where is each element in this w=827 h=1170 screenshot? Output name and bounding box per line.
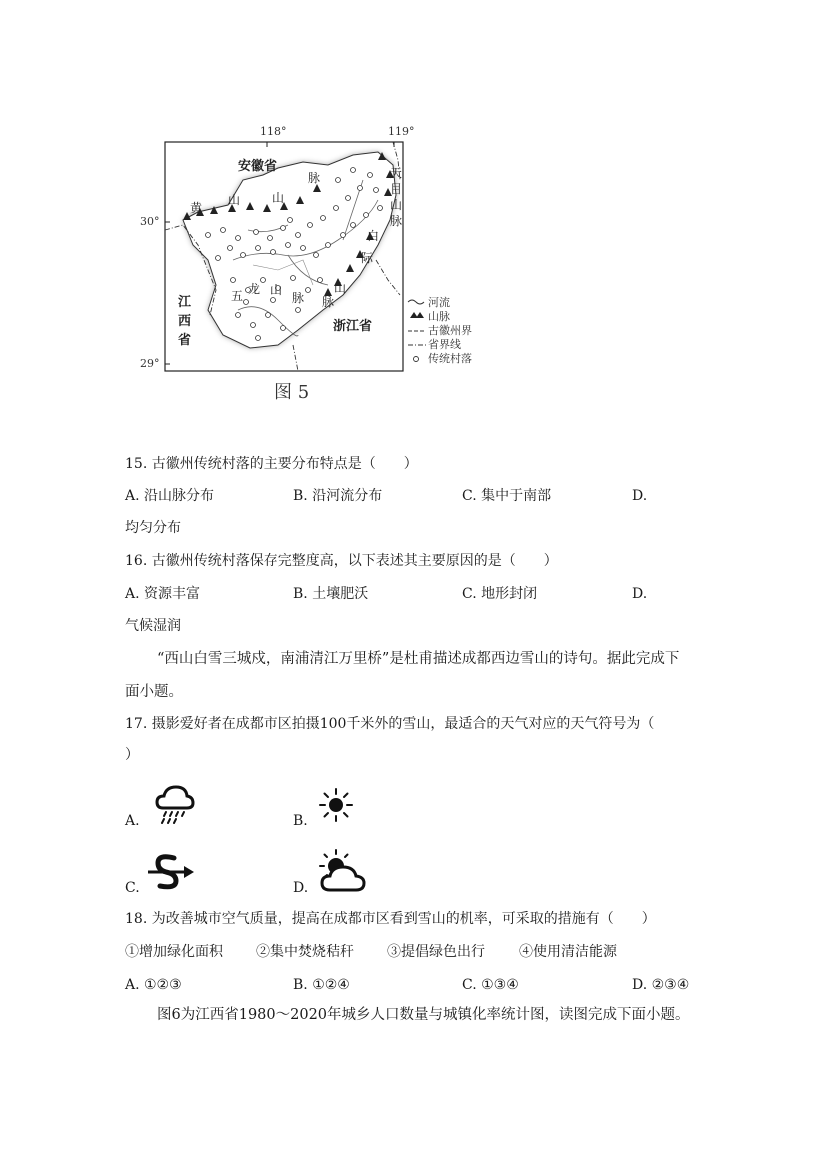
q15-option-a: A. 沿山脉分布 <box>125 488 215 504</box>
label-wulong-2: 龙 <box>248 282 261 296</box>
legend-river: 河流 <box>428 296 450 309</box>
label-baiji-2: 际 <box>361 251 374 265</box>
map-drawing <box>138 120 498 410</box>
q18-option-a: A. ①②③ <box>125 977 182 993</box>
label-jiangxi-2: 西 <box>178 314 192 329</box>
q18-option-b: B. ①②④ <box>293 977 350 993</box>
q16-option-a: A. 资源丰富 <box>125 586 201 602</box>
label-huangshan-2: 山 <box>228 193 241 207</box>
q18-measure-1: ①增加绿化面积 <box>125 944 223 960</box>
intro-paragraph-line1: “西山白雪三城戍，南浦清江万里桥”是杜甫描述成都西边雪山的诗句。据此完成下 <box>157 651 680 667</box>
sun-icon <box>318 787 354 823</box>
q18-measure-2: ②集中焚烧秸秆 <box>256 944 354 960</box>
label-wulong-3: 山 <box>270 283 283 297</box>
rain-cloud-icon <box>154 782 196 824</box>
q18-option-c: C. ①③④ <box>462 977 519 993</box>
q18-measure-4: ④使用清洁能源 <box>519 944 617 960</box>
partly-cloudy-icon <box>316 848 368 892</box>
lat-label-29: 29° <box>140 357 160 370</box>
label-wulong-4: 脉 <box>292 291 305 305</box>
lon-label-118: 118° <box>260 125 287 138</box>
label-jiangxi-3: 省 <box>178 333 192 348</box>
q18-option-d: D. ②③④ <box>632 977 690 993</box>
q17-option-d: D. <box>293 880 309 896</box>
q17-option-a: A. <box>125 813 140 829</box>
q16-option-d: D. <box>632 586 648 602</box>
legend-mountain: 山脉 <box>428 310 450 323</box>
label-tianmu-1: 天 <box>390 166 403 180</box>
q15-option-d: D. <box>632 488 648 504</box>
q16-option-b: B. 土壤肥沃 <box>293 586 369 602</box>
legend-province-line: 省界线 <box>428 338 461 351</box>
q15-stem: 15. 古徽州传统村落的主要分布特点是（ ） <box>125 456 418 472</box>
label-tianmu-3: 山 <box>390 198 403 212</box>
label-baiji-3: 山 <box>334 281 347 295</box>
intro-paragraph-line2: 面小题。 <box>125 684 183 700</box>
legend-symbols <box>408 300 426 362</box>
q15-option-b: B. 沿河流分布 <box>293 488 383 504</box>
label-anhui: 安徽省 <box>238 159 278 174</box>
label-huangshan-1: 黄 <box>190 201 203 215</box>
label-wulong-1: 五 <box>231 289 244 303</box>
label-huangshan-4: 脉 <box>308 171 321 185</box>
label-baiji-4: 脉 <box>322 295 335 309</box>
lat-label-30: 30° <box>140 215 160 228</box>
sandstorm-icon <box>148 852 196 892</box>
q16-option-d-text: 气候湿润 <box>125 618 181 634</box>
label-zhejiang: 浙江省 <box>333 319 373 334</box>
legend-huizhou-border: 古徽州界 <box>428 324 472 337</box>
q16-stem: 16. 古徽州传统村落保存完整度高，以下表述其主要原因的是（ ） <box>125 553 558 569</box>
label-jiangxi-1: 江 <box>178 295 192 310</box>
label-tianmu-4: 脉 <box>390 214 403 228</box>
intro2-paragraph: 图6为江西省1980～2020年城乡人口数量与城镇化率统计图，读图完成下面小题。 <box>157 1007 690 1023</box>
label-huangshan-3: 山 <box>272 191 285 205</box>
q17-option-c: C. <box>125 880 140 896</box>
label-baiji-1: 白 <box>367 229 380 243</box>
label-tianmu-2: 目 <box>390 182 403 196</box>
q17-stem-wrap: ） <box>125 747 139 763</box>
lon-label-119: 119° <box>388 125 415 138</box>
legend-village: 传统村落 <box>428 352 472 365</box>
figure-caption: 图 5 <box>274 382 310 403</box>
q17-option-b: B. <box>293 813 308 829</box>
q15-option-c: C. 集中于南部 <box>462 488 552 504</box>
q15-option-d-text: 均匀分布 <box>125 520 181 536</box>
q16-option-c: C. 地形封闭 <box>462 586 538 602</box>
q18-stem: 18. 为改善城市空气质量，提高在成都市区看到雪山的机率，可采取的措施有（ ） <box>125 911 656 927</box>
q17-stem: 17. 摄影爱好者在成都市区拍摄100千米外的雪山，最适合的天气对应的天气符号为（ <box>125 716 655 732</box>
q18-measure-3: ③提倡绿色出行 <box>387 944 485 960</box>
map-figure <box>138 120 498 410</box>
